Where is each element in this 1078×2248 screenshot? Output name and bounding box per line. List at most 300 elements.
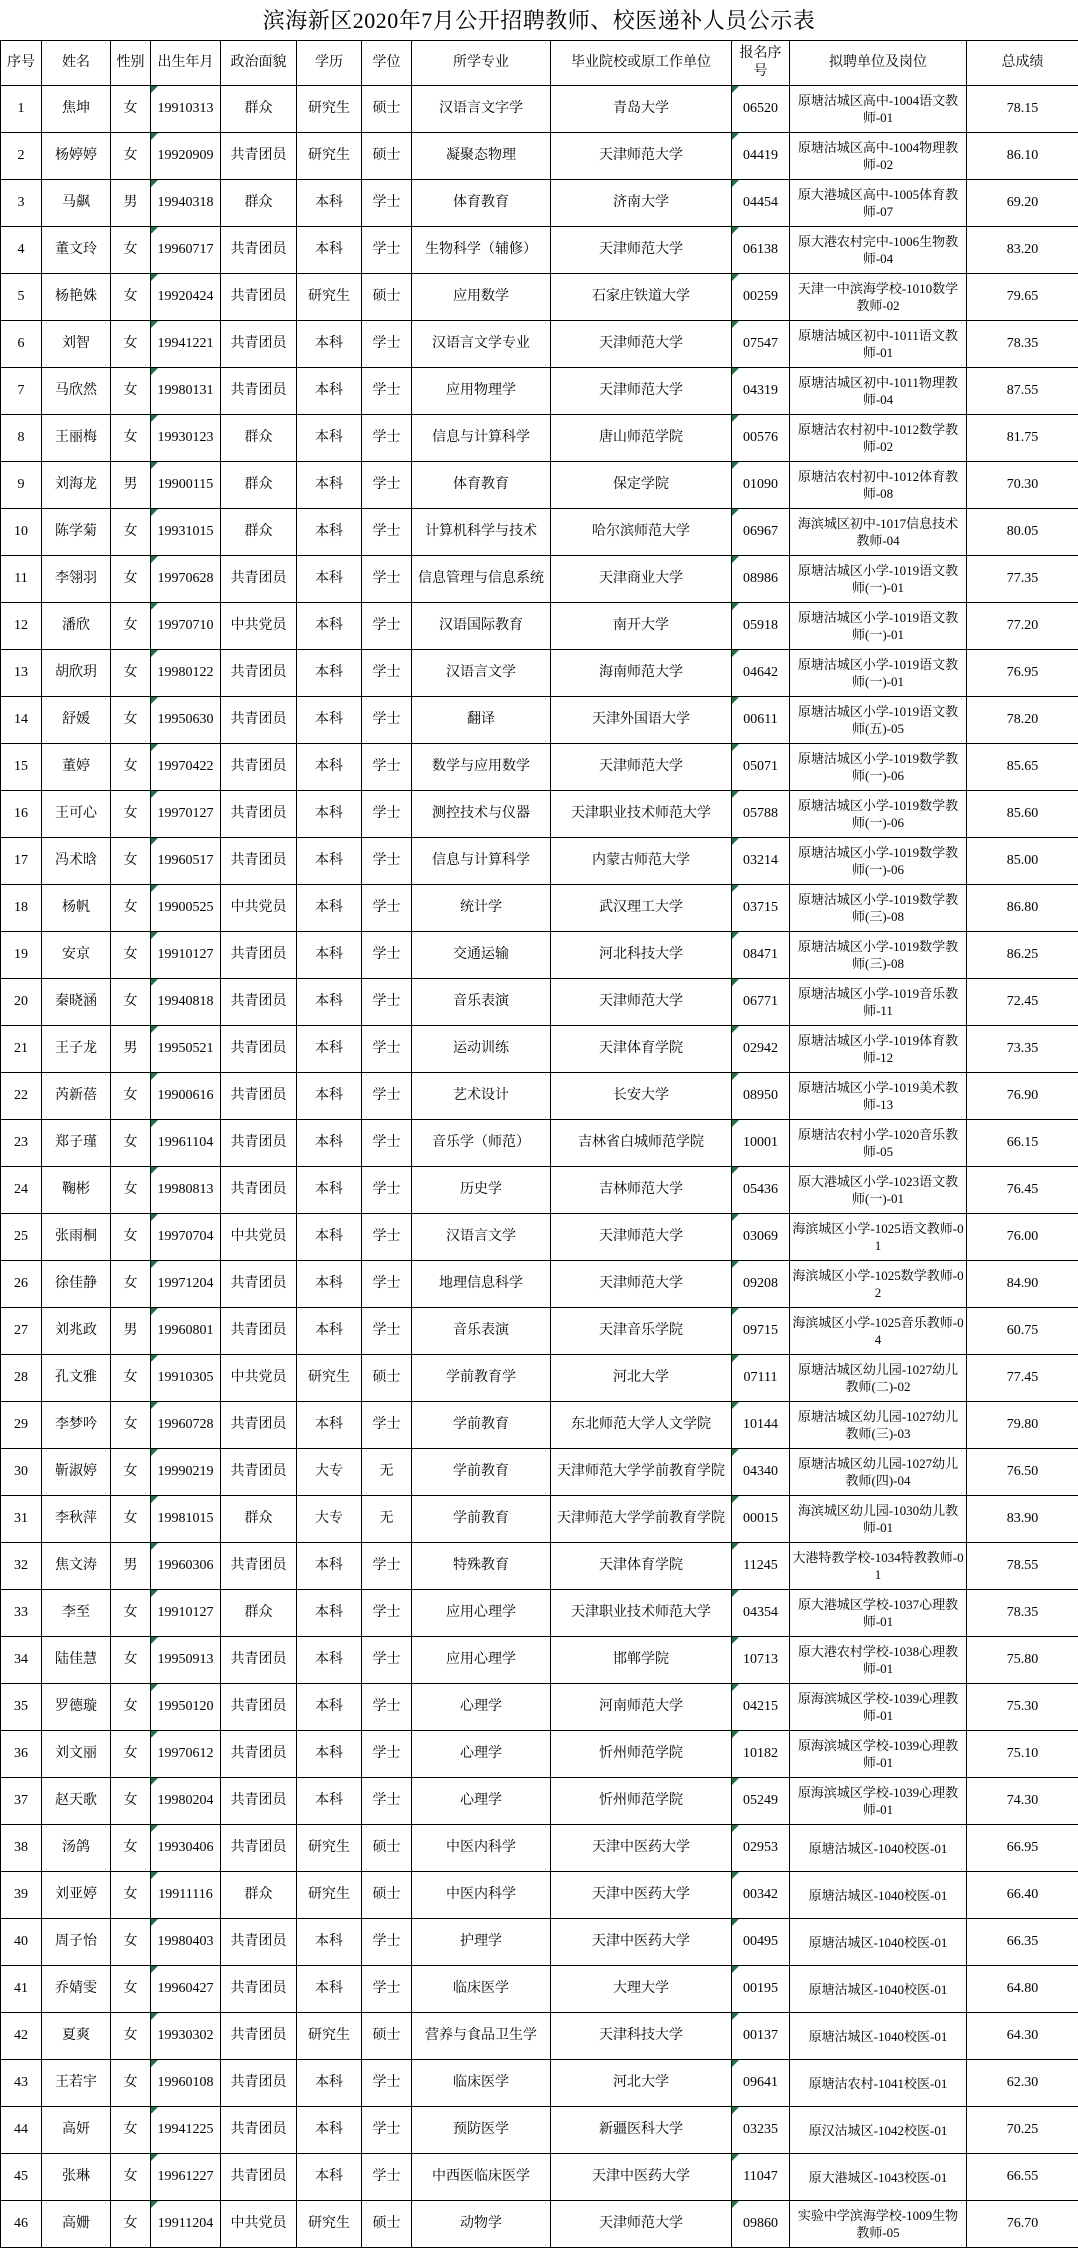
cell-education: 研究生: [297, 1355, 362, 1402]
cell-education: 本科: [297, 791, 362, 838]
cell-serial: 44: [1, 2107, 42, 2154]
table-row: [1, 1449, 1078, 1496]
cell-serial: 34: [1, 1637, 42, 1684]
cell-score: 66.40: [967, 1872, 1078, 1919]
cell-position: 原塘沽城区小学-1019数学教师(三)-08: [790, 885, 967, 932]
cell-degree: 学士: [362, 1308, 412, 1355]
cell-school: 天津中医药大学: [551, 1919, 732, 1966]
table-row: [1, 274, 1078, 321]
excel-flag-triangle: [151, 791, 158, 798]
cell-major: 应用心理学: [412, 1590, 551, 1637]
cell-major: 特殊教育: [412, 1543, 551, 1590]
cell-education: 本科: [297, 1966, 362, 2013]
excel-flag-triangle: [732, 744, 739, 751]
cell-gender: 男: [111, 180, 151, 227]
cell-position: 原塘沽城区小学-1019数学教师(一)-06: [790, 791, 967, 838]
excel-flag-triangle: [732, 1402, 739, 1409]
table-row: [1, 1637, 1078, 1684]
header-education: 学历: [297, 41, 362, 86]
cell-registration-no: 00259: [732, 274, 790, 321]
cell-degree: 学士: [362, 1026, 412, 1073]
cell-gender: 女: [111, 1919, 151, 1966]
cell-serial: 7: [1, 368, 42, 415]
cell-position: 原塘沽城区小学-1019数学教师(一)-06: [790, 838, 967, 885]
cell-education: 本科: [297, 462, 362, 509]
cell-serial: 10: [1, 509, 42, 556]
excel-flag-triangle: [732, 1543, 739, 1550]
cell-name: 芮新蓓: [42, 1073, 111, 1120]
cell-name: 夏爽: [42, 2013, 111, 2060]
cell-degree: 无: [362, 1496, 412, 1543]
cell-gender: 女: [111, 86, 151, 133]
cell-position: 原塘沽城区小学-1019音乐教师-11: [790, 979, 967, 1026]
cell-education: 本科: [297, 979, 362, 1026]
cell-birthdate: 19900616: [151, 1073, 221, 1120]
cell-serial: 24: [1, 1167, 42, 1214]
cell-major: 汉语言文字学: [412, 86, 551, 133]
table-row: [1, 1919, 1078, 1966]
cell-score: 77.35: [967, 556, 1078, 603]
header-degree: 学位: [362, 41, 412, 86]
table-row: [1, 932, 1078, 979]
cell-major: 运动训练: [412, 1026, 551, 1073]
cell-birthdate: 19940318: [151, 180, 221, 227]
cell-gender: 女: [111, 1355, 151, 1402]
cell-gender: 女: [111, 1825, 151, 1872]
cell-degree: 学士: [362, 791, 412, 838]
table-row: [1, 697, 1078, 744]
cell-score: 76.00: [967, 1214, 1078, 1261]
cell-name: 舒媛: [42, 697, 111, 744]
cell-school: 天津师范大学学前教育学院: [551, 1449, 732, 1496]
cell-score: 76.90: [967, 1073, 1078, 1120]
cell-birthdate: 19960108: [151, 2060, 221, 2107]
cell-position: 海滨城区小学-1025数学教师-02: [790, 1261, 967, 1308]
cell-registration-no: 00137: [732, 2013, 790, 2060]
cell-score: 83.90: [967, 1496, 1078, 1543]
cell-name: 董婷: [42, 744, 111, 791]
cell-name: 高姗: [42, 2201, 111, 2248]
cell-serial: 31: [1, 1496, 42, 1543]
cell-school: 天津音乐学院: [551, 1308, 732, 1355]
cell-registration-no: 11047: [732, 2154, 790, 2201]
cell-major: 应用物理学: [412, 368, 551, 415]
cell-school: 天津职业技术师范大学: [551, 791, 732, 838]
cell-serial: 4: [1, 227, 42, 274]
excel-flag-triangle: [151, 180, 158, 187]
cell-name: 陈学菊: [42, 509, 111, 556]
cell-name: 李至: [42, 1590, 111, 1637]
cell-degree: 硕士: [362, 1872, 412, 1919]
cell-major: 汉语言文学: [412, 650, 551, 697]
cell-serial: 46: [1, 2201, 42, 2248]
cell-school: 天津师范大学: [551, 744, 732, 791]
cell-position: 海滨城区初中-1017信息技术教师-04: [790, 509, 967, 556]
cell-position: 原塘沽城区幼儿园-1027幼儿教师(三)-03: [790, 1402, 967, 1449]
cell-education: 本科: [297, 1590, 362, 1637]
cell-position: 原塘沽城区小学-1019语文教师(一)-01: [790, 603, 967, 650]
cell-education: 本科: [297, 509, 362, 556]
table-row: [1, 86, 1078, 133]
cell-political-status: 共青团员: [221, 1684, 297, 1731]
cell-position: 原塘沽城区幼儿园-1027幼儿教师(四)-04: [790, 1449, 967, 1496]
cell-birthdate: 19960306: [151, 1543, 221, 1590]
cell-position: 原塘沽城区初中-1011物理教师-04: [790, 368, 967, 415]
cell-name: 潘欣: [42, 603, 111, 650]
cell-registration-no: 03715: [732, 885, 790, 932]
cell-education: 本科: [297, 1167, 362, 1214]
cell-gender: 女: [111, 1590, 151, 1637]
cell-name: 马飙: [42, 180, 111, 227]
cell-serial: 45: [1, 2154, 42, 2201]
cell-serial: 42: [1, 2013, 42, 2060]
cell-gender: 女: [111, 274, 151, 321]
cell-score: 86.25: [967, 932, 1078, 979]
cell-political-status: 共青团员: [221, 979, 297, 1026]
cell-school: 忻州师范学院: [551, 1731, 732, 1778]
cell-school: 唐山师范学院: [551, 415, 732, 462]
cell-birthdate: 19970704: [151, 1214, 221, 1261]
cell-name: 杨艳姝: [42, 274, 111, 321]
cell-school: 天津师范大学: [551, 133, 732, 180]
cell-serial: 11: [1, 556, 42, 603]
cell-major: 临床医学: [412, 1966, 551, 2013]
header-position: 拟聘单位及岗位: [790, 41, 967, 86]
cell-education: 本科: [297, 603, 362, 650]
cell-gender: 女: [111, 885, 151, 932]
cell-position: 原大港城区小学-1023语文教师(一)-01: [790, 1167, 967, 1214]
excel-flag-triangle: [151, 744, 158, 751]
cell-political-status: 共青团员: [221, 227, 297, 274]
cell-serial: 21: [1, 1026, 42, 1073]
cell-education: 本科: [297, 1261, 362, 1308]
excel-flag-triangle: [151, 838, 158, 845]
cell-serial: 8: [1, 415, 42, 462]
cell-school: 天津师范大学: [551, 227, 732, 274]
excel-flag-triangle: [732, 86, 739, 93]
cell-political-status: 中共党员: [221, 885, 297, 932]
cell-birthdate: 19910313: [151, 86, 221, 133]
cell-score: 60.75: [967, 1308, 1078, 1355]
cell-score: 73.35: [967, 1026, 1078, 1073]
cell-degree: 学士: [362, 1214, 412, 1261]
excel-flag-triangle: [732, 1637, 739, 1644]
table-row: [1, 791, 1078, 838]
cell-serial: 12: [1, 603, 42, 650]
cell-score: 62.30: [967, 2060, 1078, 2107]
cell-score: 76.95: [967, 650, 1078, 697]
excel-flag-triangle: [732, 2013, 739, 2020]
cell-degree: 学士: [362, 321, 412, 368]
cell-score: 66.55: [967, 2154, 1078, 2201]
cell-position: 原塘沽城区小学-1019语文教师(五)-05: [790, 697, 967, 744]
cell-degree: 学士: [362, 1684, 412, 1731]
cell-name: 靳淑婷: [42, 1449, 111, 1496]
cell-major: 信息与计算科学: [412, 415, 551, 462]
cell-gender: 女: [111, 1120, 151, 1167]
cell-score: 69.20: [967, 180, 1078, 227]
table-row: [1, 180, 1078, 227]
cell-gender: 女: [111, 1261, 151, 1308]
excel-flag-triangle: [151, 603, 158, 610]
cell-political-status: 共青团员: [221, 2107, 297, 2154]
cell-position: 原塘沽城区高中-1004语文教师-01: [790, 86, 967, 133]
cell-position: 原塘沽城区-1040校医-01: [790, 1966, 967, 2013]
cell-education: 本科: [297, 744, 362, 791]
cell-gender: 女: [111, 744, 151, 791]
excel-flag-triangle: [151, 1966, 158, 1973]
cell-registration-no: 06771: [732, 979, 790, 1026]
table-row: [1, 2201, 1078, 2248]
cell-gender: 女: [111, 133, 151, 180]
cell-birthdate: 19980403: [151, 1919, 221, 1966]
header-serial: 序号: [1, 41, 42, 86]
cell-gender: 男: [111, 1543, 151, 1590]
cell-registration-no: 00495: [732, 1919, 790, 1966]
excel-flag-triangle: [732, 838, 739, 845]
cell-serial: 36: [1, 1731, 42, 1778]
cell-score: 77.45: [967, 1355, 1078, 1402]
cell-name: 罗德璇: [42, 1684, 111, 1731]
cell-birthdate: 19930406: [151, 1825, 221, 1872]
cell-major: 信息与计算科学: [412, 838, 551, 885]
cell-position: 原海滨城区学校-1039心理教师-01: [790, 1731, 967, 1778]
excel-flag-triangle: [732, 368, 739, 375]
cell-position: 原塘沽城区小学-1019语文教师(一)-01: [790, 650, 967, 697]
cell-education: 本科: [297, 1543, 362, 1590]
cell-education: 本科: [297, 697, 362, 744]
cell-education: 研究生: [297, 274, 362, 321]
cell-political-status: 共青团员: [221, 1402, 297, 1449]
cell-political-status: 共青团员: [221, 321, 297, 368]
excel-flag-triangle: [151, 1825, 158, 1832]
table-row: [1, 1308, 1078, 1355]
header-major: 所学专业: [412, 41, 551, 86]
table-body: [1, 86, 1078, 2248]
cell-registration-no: 05436: [732, 1167, 790, 1214]
cell-gender: 女: [111, 791, 151, 838]
cell-degree: 学士: [362, 2107, 412, 2154]
cell-major: 地理信息科学: [412, 1261, 551, 1308]
cell-serial: 28: [1, 1355, 42, 1402]
table-row: [1, 650, 1078, 697]
excel-flag-triangle: [151, 1026, 158, 1033]
cell-score: 64.30: [967, 2013, 1078, 2060]
cell-political-status: 群众: [221, 1496, 297, 1543]
cell-score: 80.05: [967, 509, 1078, 556]
cell-education: 研究生: [297, 133, 362, 180]
cell-name: 王若宇: [42, 2060, 111, 2107]
cell-major: 艺术设计: [412, 1073, 551, 1120]
cell-education: 研究生: [297, 1872, 362, 1919]
table-row: [1, 415, 1078, 462]
table-row: [1, 2060, 1078, 2107]
table-row: [1, 1778, 1078, 1825]
cell-political-status: 共青团员: [221, 556, 297, 603]
cell-registration-no: 04419: [732, 133, 790, 180]
cell-major: 心理学: [412, 1778, 551, 1825]
cell-political-status: 群众: [221, 462, 297, 509]
cell-registration-no: 00342: [732, 1872, 790, 1919]
cell-major: 计算机科学与技术: [412, 509, 551, 556]
excel-flag-triangle: [151, 2154, 158, 2161]
excel-flag-triangle: [151, 509, 158, 516]
cell-registration-no: 09641: [732, 2060, 790, 2107]
cell-serial: 17: [1, 838, 42, 885]
excel-flag-triangle: [151, 1167, 158, 1174]
cell-name: 冯术晗: [42, 838, 111, 885]
cell-major: 测控技术与仪器: [412, 791, 551, 838]
cell-major: 心理学: [412, 1684, 551, 1731]
cell-birthdate: 19980813: [151, 1167, 221, 1214]
cell-gender: 男: [111, 462, 151, 509]
cell-gender: 女: [111, 1778, 151, 1825]
cell-political-status: 群众: [221, 415, 297, 462]
cell-position: 原塘沽城区-1040校医-01: [790, 2013, 967, 2060]
cell-registration-no: 03214: [732, 838, 790, 885]
cell-position: 海滨城区小学-1025语文教师-01: [790, 1214, 967, 1261]
cell-serial: 15: [1, 744, 42, 791]
table-row: [1, 321, 1078, 368]
cell-serial: 18: [1, 885, 42, 932]
table-row: [1, 1590, 1078, 1637]
excel-flag-triangle: [151, 1308, 158, 1315]
cell-school: 海南师范大学: [551, 650, 732, 697]
cell-name: 杨婷婷: [42, 133, 111, 180]
cell-score: 81.75: [967, 415, 1078, 462]
cell-gender: 女: [111, 321, 151, 368]
cell-name: 刘兆政: [42, 1308, 111, 1355]
header-registration-no: 报名序号: [732, 41, 790, 86]
cell-education: 本科: [297, 1684, 362, 1731]
cell-education: 本科: [297, 1073, 362, 1120]
cell-score: 75.10: [967, 1731, 1078, 1778]
cell-gender: 女: [111, 838, 151, 885]
cell-position: 原塘沽农村初中-1012体育教师-08: [790, 462, 967, 509]
cell-major: 应用数学: [412, 274, 551, 321]
cell-school: 吉林师范大学: [551, 1167, 732, 1214]
cell-serial: 39: [1, 1872, 42, 1919]
cell-serial: 41: [1, 1966, 42, 2013]
cell-political-status: 共青团员: [221, 1073, 297, 1120]
excel-flag-triangle: [732, 1026, 739, 1033]
cell-degree: 学士: [362, 697, 412, 744]
cell-degree: 硕士: [362, 1825, 412, 1872]
excel-flag-triangle: [151, 227, 158, 234]
cell-political-status: 共青团员: [221, 1731, 297, 1778]
cell-degree: 学士: [362, 368, 412, 415]
cell-registration-no: 11245: [732, 1543, 790, 1590]
cell-serial: 40: [1, 1919, 42, 1966]
cell-birthdate: 19910127: [151, 932, 221, 979]
excel-flag-triangle: [151, 133, 158, 140]
excel-flag-triangle: [732, 1684, 739, 1691]
header-row: [1, 41, 1078, 86]
cell-gender: 女: [111, 1637, 151, 1684]
cell-major: 预防医学: [412, 2107, 551, 2154]
cell-serial: 1: [1, 86, 42, 133]
cell-name: 董文玲: [42, 227, 111, 274]
excel-flag-triangle: [732, 1966, 739, 1973]
cell-score: 75.80: [967, 1637, 1078, 1684]
cell-school: 哈尔滨师范大学: [551, 509, 732, 556]
cell-serial: 2: [1, 133, 42, 180]
cell-name: 马欣然: [42, 368, 111, 415]
cell-major: 历史学: [412, 1167, 551, 1214]
cell-degree: 学士: [362, 556, 412, 603]
cell-serial: 5: [1, 274, 42, 321]
cell-major: 学前教育: [412, 1496, 551, 1543]
cell-political-status: 共青团员: [221, 1966, 297, 2013]
cell-political-status: 共青团员: [221, 650, 297, 697]
cell-name: 汤鸽: [42, 1825, 111, 1872]
cell-score: 70.30: [967, 462, 1078, 509]
cell-school: 南开大学: [551, 603, 732, 650]
table-row: [1, 744, 1078, 791]
cell-political-status: 群众: [221, 509, 297, 556]
excel-flag-triangle: [732, 2201, 739, 2208]
cell-political-status: 群众: [221, 1872, 297, 1919]
cell-political-status: 共青团员: [221, 1825, 297, 1872]
excel-flag-triangle: [732, 274, 739, 281]
cell-gender: 女: [111, 1402, 151, 1449]
table-row: [1, 603, 1078, 650]
table-row: [1, 227, 1078, 274]
cell-political-status: 共青团员: [221, 697, 297, 744]
cell-political-status: 共青团员: [221, 838, 297, 885]
cell-position: 原海滨城区学校-1039心理教师-01: [790, 1684, 967, 1731]
cell-registration-no: 05788: [732, 791, 790, 838]
cell-political-status: 群众: [221, 1590, 297, 1637]
excel-flag-triangle: [732, 1449, 739, 1456]
cell-registration-no: 00611: [732, 697, 790, 744]
table-row: [1, 1543, 1078, 1590]
cell-score: 79.65: [967, 274, 1078, 321]
excel-flag-triangle: [151, 932, 158, 939]
cell-degree: 学士: [362, 227, 412, 274]
cell-school: 天津师范大学: [551, 2201, 732, 2248]
cell-position: 海滨城区幼儿园-1030幼儿教师-01: [790, 1496, 967, 1543]
cell-major: 体育教育: [412, 180, 551, 227]
cell-registration-no: 00576: [732, 415, 790, 462]
cell-birthdate: 19970127: [151, 791, 221, 838]
excel-flag-triangle: [151, 1261, 158, 1268]
table-row: [1, 1966, 1078, 2013]
cell-birthdate: 19931015: [151, 509, 221, 556]
cell-school: 天津体育学院: [551, 1543, 732, 1590]
cell-political-status: 共青团员: [221, 274, 297, 321]
cell-degree: 学士: [362, 415, 412, 462]
cell-registration-no: 04354: [732, 1590, 790, 1637]
cell-score: 66.95: [967, 1825, 1078, 1872]
cell-political-status: 共青团员: [221, 133, 297, 180]
header-score: 总成绩: [967, 41, 1078, 86]
cell-score: 77.20: [967, 603, 1078, 650]
excel-flag-triangle: [732, 556, 739, 563]
excel-flag-triangle: [151, 321, 158, 328]
cell-position: 原塘沽城区小学-1019数学教师(三)-08: [790, 932, 967, 979]
cell-degree: 学士: [362, 1167, 412, 1214]
cell-degree: 学士: [362, 180, 412, 227]
cell-political-status: 共青团员: [221, 791, 297, 838]
cell-name: 焦坤: [42, 86, 111, 133]
cell-degree: 学士: [362, 603, 412, 650]
cell-school: 邯郸学院: [551, 1637, 732, 1684]
cell-school: 天津科技大学: [551, 2013, 732, 2060]
excel-flag-triangle: [151, 1778, 158, 1785]
cell-political-status: 中共党员: [221, 2201, 297, 2248]
excel-flag-triangle: [732, 1496, 739, 1503]
